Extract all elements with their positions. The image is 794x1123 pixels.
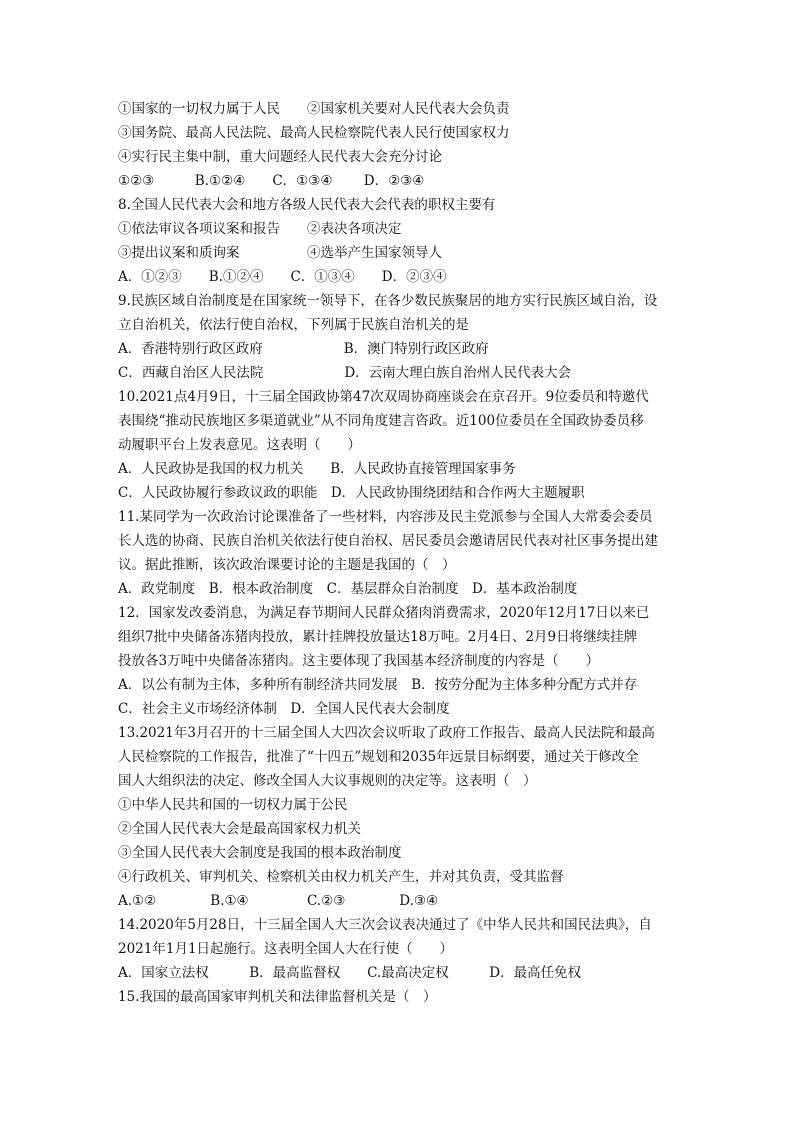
text-line: 投放各3万吨中央储备冻猪肉。这主要体现了我国基本经济制度的内容是（ ） (118, 653, 600, 669)
text-line: 议。据此推断，该次政治课要讨论的主题是我国的（ ） (118, 557, 456, 573)
answer-options: A．香港特别行政区政府 B．澳门特别行政区政府 (118, 341, 489, 357)
text-line: 组织7批中央储备冻猪肉投放，累计挂牌投放量达18万吨。2月4日、2月9日将继续挂牌 (118, 629, 638, 645)
answer-options: A．国家立法权 B．最高监督权 C.最高决定权 D．最高任免权 (118, 965, 582, 981)
question-15: 15.我国的最高国家审判机关和法律监督机关是（ ） (118, 989, 437, 1005)
answer-options: C．人民政协履行参政议政的职能 D．人民政协围绕团结和合作两大主题履职 (118, 485, 585, 501)
answer-options: A.①② B.①④ C.②③ D.③④ (118, 893, 439, 909)
answer-options: A．以公有制为主体，多种所有制经济共同发展 B．按劳分配为主体多种分配方式并存 (118, 677, 638, 693)
answer-options: A．人民政协是我国的权力机关 B．人民政协直接管理国家事务 (118, 461, 516, 477)
question-12: 12．国家发改委消息，为满足春节期间人民群众猪肉消费需求，2020年12月17日以来已 (118, 605, 650, 621)
text-line: ③国务院、最高人民法院、最高人民检察院代表人民行使国家权力 (118, 125, 510, 141)
text-line: 2021年1月1日起施行。这表明全国人大在行使（ ） (118, 941, 454, 957)
text-line: ①国家的一切权力属于人民 ②国家机关要对人民代表大会负责 (118, 101, 510, 117)
text-line: ①中华人民共和国的一切权力属于公民 (118, 797, 348, 813)
text-line: 动履职平台上发表意见。这表明（ ） (118, 437, 361, 453)
text-line: ③提出议案和质询案 ④选举产生国家领导人 (118, 245, 442, 261)
text-line: 人民检察院的工作报告，批准了“十四五”规划和2035年远景目标纲要，通过关于修改全 (118, 749, 639, 765)
question-9: 9.民族区域自治制度是在国家统一领导下，在各少数民族聚居的地方实行民族区域自治，设 (118, 293, 658, 309)
question-8: 8.全国人民代表大会和地方各级人民代表大会代表的职权主要有 (118, 197, 496, 213)
text-line: ④行政机关、审判机关、检察机关由权力机关产生，并对其负责，受其监督 (118, 869, 564, 885)
question-11: 11.某同学为一次政治讨论课准备了一些材料，内容涉及民主党派参与全国人大常委会委员 (118, 509, 653, 525)
text-line: ③全国人民代表大会制度是我国的根本政治制度 (118, 845, 402, 861)
text-line: ①依法审议各项议案和报告 ②表决各项决定 (118, 221, 402, 237)
question-14: 14.2020年5月28日，十三届全国人大三次会议表决通过了《中华人民共和国民法典》，自 (118, 917, 652, 933)
answer-options: ①②③ B.①②④ C．①③④ D．②③④ (118, 173, 425, 189)
question-text (118, 97, 678, 1009)
question-13: 13.2021年3月召开的十三届全国人大四次会议听取了政府工作报告、最高人民法院和最高 (118, 725, 655, 741)
text-line: 国人大组织法的决定、修改全国人大议事规则的决定等。这表明（ ） (118, 773, 537, 789)
text-line: ④实行民主集中制，重大问题经人民代表大会充分讨论 (118, 149, 442, 165)
text-line: ②全国人民代表大会是最高国家权力机关 (118, 821, 361, 837)
answer-options: C．社会主义市场经济体制 D．全国人民代表大会制度 (118, 701, 450, 717)
answer-options: C．西藏自治区人民法院 D．云南大理白族自治州人民代表大会 (118, 365, 572, 381)
text-line: 立自治机关，依法行使自治权，下列属于民族自治机关的是 (118, 317, 469, 333)
answer-options: A．①②③ B.①②④ C．①③④ D．②③④ (118, 269, 447, 285)
text-line: 表围绕“推动民族地区多渠道就业”从不同角度建言咨政。近100位委员在全国政协委员移 (118, 413, 644, 429)
answer-options: A．政党制度 B．根本政治制度 C．基层群众自治制度 D．基本政治制度 (118, 581, 578, 597)
question-10: 10.2021点4月9日，十三届全国政协第47次双周协商座谈会在京召开。9位委员和特邀代 (118, 389, 649, 405)
text-line: 长人选的协商、民族自治机关依法行使自治权、居民委员会邀请居民代表对社区事务提出建 (118, 533, 658, 549)
